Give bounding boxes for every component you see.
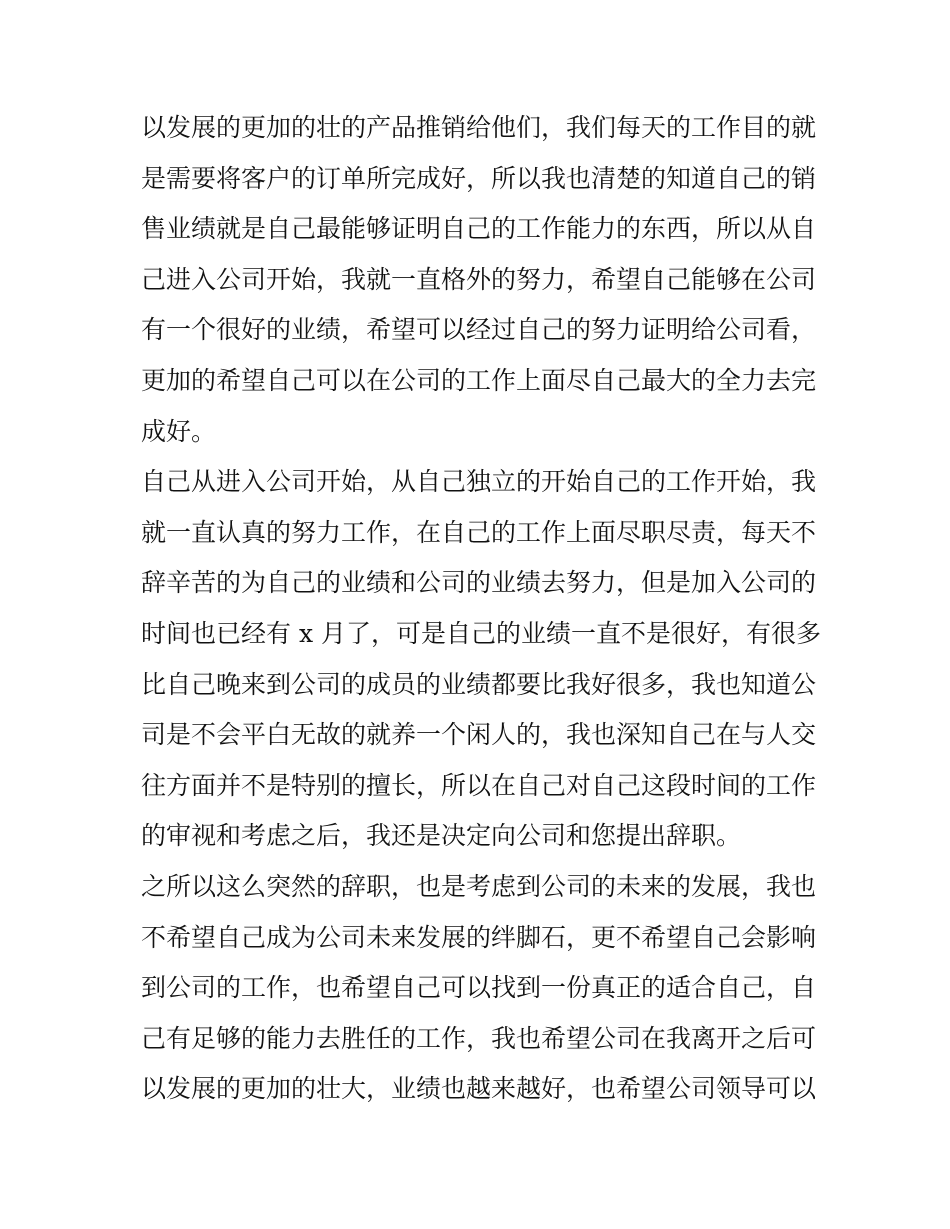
text-line: 辞辛苦的为自己的业绩和公司的业绩去努力，但是加入公司的 bbox=[141, 568, 817, 598]
text-line: 售业绩就是自己最能够证明自己的工作能力的东西，所以从自 bbox=[141, 214, 817, 244]
text-line: 到公司的工作，也希望自己可以找到一份真正的适合自己，自 bbox=[141, 973, 817, 1003]
text-line: 是需要将客户的订单所完成好，所以我也清楚的知道自己的销 bbox=[141, 163, 817, 193]
text-line: 自己从进入公司开始，从自己独立的开始自己的工作开始，我 bbox=[141, 467, 817, 497]
text-line: 司是不会平白无故的就养一个闲人的，我也深知自己在与人交 bbox=[141, 720, 817, 750]
text-line: 更加的希望自己可以在公司的工作上面尽自己最大的全力去完 bbox=[141, 365, 817, 395]
text-line: 就一直认真的努力工作，在自己的工作上面尽职尽责，每天不 bbox=[141, 517, 817, 547]
text-line: 比自己晚来到公司的成员的业绩都要比我好很多，我也知道公 bbox=[141, 669, 817, 699]
paragraph-1 bbox=[141, 103, 817, 457]
text-line: 以发展的更加的壮的产品推销给他们，我们每天的工作目的就 bbox=[141, 113, 817, 142]
paragraph-3 bbox=[141, 862, 817, 1115]
text-line: 己进入公司开始，我就一直格外的努力，希望自己能够在公司 bbox=[141, 264, 817, 294]
paragraph-2 bbox=[141, 457, 821, 862]
text-line: 之所以这么突然的辞职，也是考虑到公司的未来的发展，我也 bbox=[141, 871, 817, 901]
text-line: 成好。 bbox=[141, 416, 217, 446]
text-line: 不希望自己成为公司未来发展的绊脚石，更不希望自己会影响 bbox=[141, 922, 817, 952]
text-line: 有一个很好的业绩，希望可以经过自己的努力证明给公司看， bbox=[141, 315, 817, 345]
text-line: 己有足够的能力去胜任的工作，我也希望公司在我离开之后可 bbox=[141, 1023, 817, 1053]
document-body bbox=[141, 103, 821, 1115]
text-line: 时间也已经有 x 月了，可是自己的业绩一直不是很好，有很多 bbox=[141, 618, 821, 648]
text-line: 的审视和考虑之后，我还是决定向公司和您提出辞职。 bbox=[141, 821, 742, 851]
text-line: 以发展的更加的壮大，业绩也越来越好，也希望公司领导可以 bbox=[141, 1074, 817, 1104]
text-line: 往方面并不是特别的擅长，所以在自己对自己这段时间的工作 bbox=[141, 770, 817, 800]
